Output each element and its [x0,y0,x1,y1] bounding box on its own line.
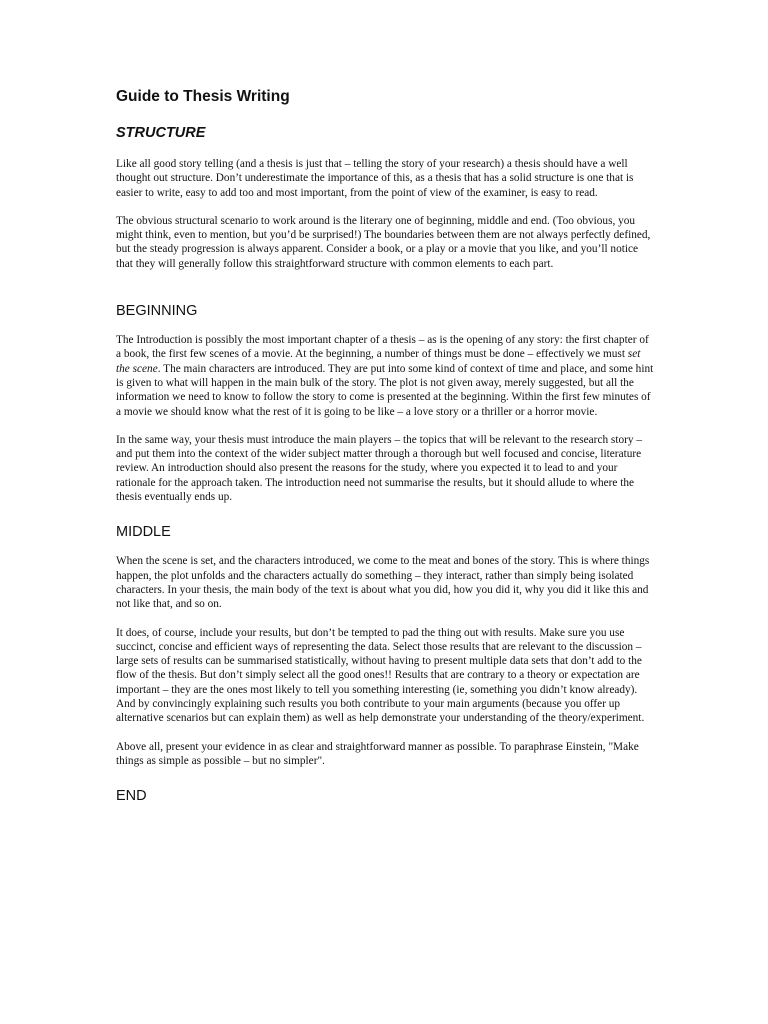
beginning-paragraph-1-text-b: . The main characters are introduced. They are put into some kind of context of time and place, and some hint is given to what will happen in the main bulk of the story. The plot is not given away, merely suggested, but all the information we need to know to follow the story to come is presented at the beginning. Within the first few minutes of a movie we should know what the rest of it is going to be like – a love story or a thriller or a horror movie. [116,362,654,418]
middle-paragraph-2: It does, of course, include your results, but don’t be tempted to pad the thing out with results. Make sure you use succinct, concise and efficient ways of representing the data. Select those results that are relevant to the discussion – large sets of results can be summarised statistically, without having to present multiple data sets that don’t add to the flow of the thesis. But don’t simply select all the good ones!! Results that are contrary to a theory or expectation are important – they are the ones most likely to tell you something interesting (ie, something you didn’t know already). And by convincingly explaining such results you both contribute to your main arguments (because you offer up alternative scenarios but can explain them) as well as help demonstrate your understanding of the theory/experiment. [116,626,645,725]
structure-paragraph-1: Like all good story telling (and a thesis is just that – telling the story of your research) a thesis should have a well thought out structure. Don’t underestimate the importance of this, as a thesis that has a solid structure is one that is easier to write, easy to add too and most important, from the point of view of the examiner, is easy to read. [116,158,634,199]
middle-paragraph-1: When the scene is set, and the characters introduced, we come to the meat and bones of the story. This is where things happen, the plot unfolds and the characters actually do something – they interact, rather than simply being isolated characters. In your thesis, the main body of the text is about what you did, how you did it, why you did it like this and not like that, and so on. [116,555,650,611]
structure-heading: STRUCTURE [116,125,206,141]
document-title: Guide to Thesis Writing [116,88,290,105]
structure-paragraph-2: The obvious structural scenario to work around is the literary one of beginning, middle and end. (Too obvious, you might think, even to mention, but you’d be surprised!) The boundaries between them are not always perfectly defined, but the steady progression is always apparent. Consider a book, or a play or a movie that you like, and you’ll notice that they will generally follow this straightforward structure with common elements to each part. [116,214,651,270]
document-page [116,86,656,818]
beginning-paragraph-1 [116,333,656,419]
beginning-paragraph-1-text-a: The Introduction is possibly the most important chapter of a thesis – as is the opening of any story: the first chapter of a book, the first few scenes of a movie. At the beginning, a number of things must be done – effectively we must [116,334,649,361]
end-heading: END [116,788,147,805]
middle-paragraph-3: Above all, present your evidence in as clear and straightforward manner as possible. To paraphrase Einstein, "Make things as simple as possible – but no simpler". [116,740,639,767]
beginning-paragraph-2: In the same way, your thesis must introduce the main players – the topics that will be relevant to the research story – and put them into the context of the wider subject matter through a thorough but well focused and concise, literature review. An introduction should also present the reasons for the study, where you expected it to lead to and your rationale for the approach taken. The introduction need not summarise the results, but it should allude to where the thesis eventually ends up. [116,433,642,504]
beginning-heading: BEGINNING [116,303,198,320]
middle-heading: MIDDLE [116,524,171,541]
beginning-paragraph-1-emphasis: set the scene [116,348,641,375]
